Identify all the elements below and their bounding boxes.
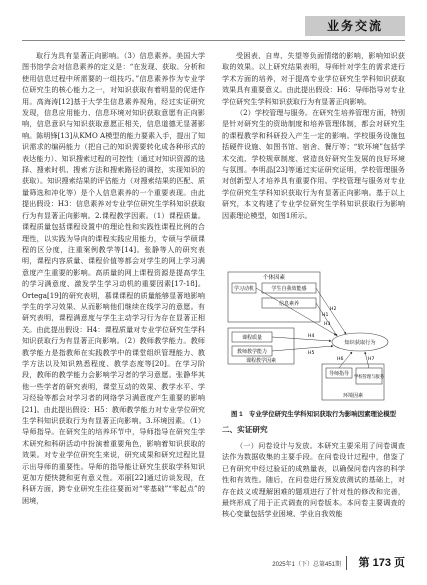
hypothesis-h4: H4 bbox=[308, 334, 315, 339]
hypothesis-h5: H5 bbox=[308, 351, 315, 356]
section-label: 业务交流 bbox=[305, 16, 405, 36]
model-diagram bbox=[222, 270, 405, 405]
header-divider bbox=[22, 40, 405, 41]
hypothesis-h7: H7 bbox=[368, 357, 375, 362]
outcome-label: 知识获取行为 bbox=[344, 340, 376, 346]
hypothesis-h6: H6 bbox=[337, 357, 344, 362]
page-suffix: 页 bbox=[394, 557, 405, 569]
hypothesis-h2: H2 bbox=[330, 307, 337, 312]
arrow-h4 bbox=[272, 337, 331, 341]
page-number-value: 173 bbox=[372, 557, 391, 569]
advisor-label: 导师指导 bbox=[328, 371, 350, 377]
self-efficacy-label: 学生自我效能感 bbox=[271, 286, 307, 292]
footer-divider bbox=[346, 556, 347, 570]
personal-group-title: 个体因素 bbox=[262, 275, 286, 281]
learning-motivation-label: 学习动机 bbox=[233, 286, 255, 292]
arrow-h5 bbox=[272, 346, 333, 351]
school-mgmt-label: 学校管理与服务 bbox=[353, 375, 385, 380]
env-group-title: 环境因素 bbox=[342, 393, 364, 399]
figure-caption: 图 1 专业学位研究生学科知识获取行为影响因素理论模型 bbox=[230, 411, 397, 418]
page-prefix: 第 bbox=[358, 557, 370, 569]
right-paragraph-3: （一）问卷设计与发放。本研究主要采用了问卷调查法作为数据收集的主要手段。在问卷设计过程中，借鉴了已有研究中经过验证的成熟量表，以确保问卷内容的科学性和有效性。随后，在问卷进行预发放测试的基础上，对存在歧义或理解困难的题项进行了针对性的修改和完善，最终形成了用于正式调查的问卷版本。本问卷主要调查的核心变量包括学业困境、学业自我效能 bbox=[222, 441, 405, 519]
page-number bbox=[359, 554, 405, 570]
teacher-ability-label: 教师教学能力 bbox=[236, 349, 268, 355]
right-paragraph-2: （2）学校管理与服务。在研究生培养管理方面，特别是针对研究生的资助制度和培养管理体制，都会对研究生的课程教学和科研投入产生一定的影响。学校服务设施包括硬件设施、如图书馆、宿舍、餐厅等；“软环境”包括学术交流、学校规章制度、营造良好研究生发展的良好环境与氛围。李明晶[23]等通过实证研究证明，学校管理服务对创新型人才培养具有重要作用。学校管理与服务对专业学位研究生学科知识获取行为有显著正向影响。基于以上研究，本文构建了专业学位研究生学科知识获取行为影响因素理论模型，如图1所示。 bbox=[222, 108, 405, 220]
issue-info: 2025年1（下）总第451期 bbox=[272, 562, 341, 568]
right-column-bottom bbox=[222, 440, 405, 520]
teaching-group-title: 课程教学因素 bbox=[245, 358, 277, 364]
info-literacy-label: 信息素养 bbox=[278, 301, 300, 307]
right-paragraph-1: 受困表、自卑、失望等负面情绪的影响，影响知识获取的效果。以上研究结果表明，导师针对学生的需求进行学术方面的培养，对于提高专业学位研究生学科知识获取效果具有重要意义。由此提出假设：H6：导师指导对专业学位研究生学科知识获取行为有显著正向影响。 bbox=[222, 51, 405, 106]
hypothesis-h3: H3 bbox=[324, 322, 331, 327]
section-title: 二、实证研究 bbox=[222, 425, 268, 434]
hypothesis-h1: H1 bbox=[322, 313, 329, 318]
left-paragraph: 取行为具有显著正向影响。（3）信息素养。美国大学图书馆学会对信息素养的定义是：“在发现、获取、分析和使用信息过程中所需要的一组技巧。”信息素养作为专业学位研究生的核心能力之一，对知识获取有着明显的促进作用。高海涛[12]基于大学生信息素养视角，经过实证研究发现，信息应用能力、信息环境对知识获取意愿有正向影响，信息意识与知识获取意愿正相关，信息道德无显著影响。陈明锋[13]从KMO A模型的能力要素入手，提出了知识需求的编码能力（把自己的知识需要转化成各种形式的表达能力）、知识搜索过程的可控性（通过对知识资源的选择、搜索时机、搜索方法和搜索路径的调控，实现知识的获取）。知识搜索结果的评估能力（对搜索结果的匹配、质量筛选和冲化等）是个人信息素养的一个重要表现。由此提出假设：H3：信息素养对专业学位研究生学科知识获取行为有显著正向影响。2.课程教学因素。（1）课程质量。课程质量包括课程设置中的理论性和实践性课程比例的合理性，以实践为导向的课程实践应用能力，专硕与学硕课程的区分度，注重案例教学等[14]。张静等人的研究表明，课程内容质量、课程价值等都会对学生的网上学习满意度产生重要的影响。高质量的网上课程资源是提高学生的学习满意度、激发学生学习动机的重要因素[17-18]。Ortega[19]的研究表明，慕课课程的质量能够显著地影响学生的学习效果、从而影响他们继续在线学习的意愿。有研究表明，课程满意度与学生主动学习行为存在显著正相关。由此提出假设：H4：课程质量对专业学位研究生学科知识获取行为有显著正向影响。（2）教师教学能力。教师教学能力是指教师在实践教学中的课堂组织管理能力、教学方法以及知识熟悉程度、教学态度等[20]。在学习阶段，教师的教学能力会影响学习者的学习意愿。张静华其他一些学者的研究表明，课堂互动的效果、教学水平、学习经验等都会对学习者的网络学习满意度产生重要的影响[21]。由此提出假设：H5：教师教学能力对专业学位研究生学科知识获取行为有显著正向影响。3.环境因素。（1）导师指导。在研究生的培养环节中，导师指导在研究生学术研究和科研活动中扮演着重要角色，影响着知识获取的效果。对专业学位研究生来说，研究成果和研究过程比显示出导师的重要性。导师的指导能让研究生获取学科知识更加方便快捷和更有意义性。邓丽[22]通过访谈发现，在科研方面，跨专业研究生往往要面对“零基础”“零起点”的困境， bbox=[22, 51, 205, 505]
right-column-top bbox=[222, 50, 405, 270]
course-quality-label: 课程质量 bbox=[241, 335, 263, 341]
left-column bbox=[22, 50, 205, 545]
